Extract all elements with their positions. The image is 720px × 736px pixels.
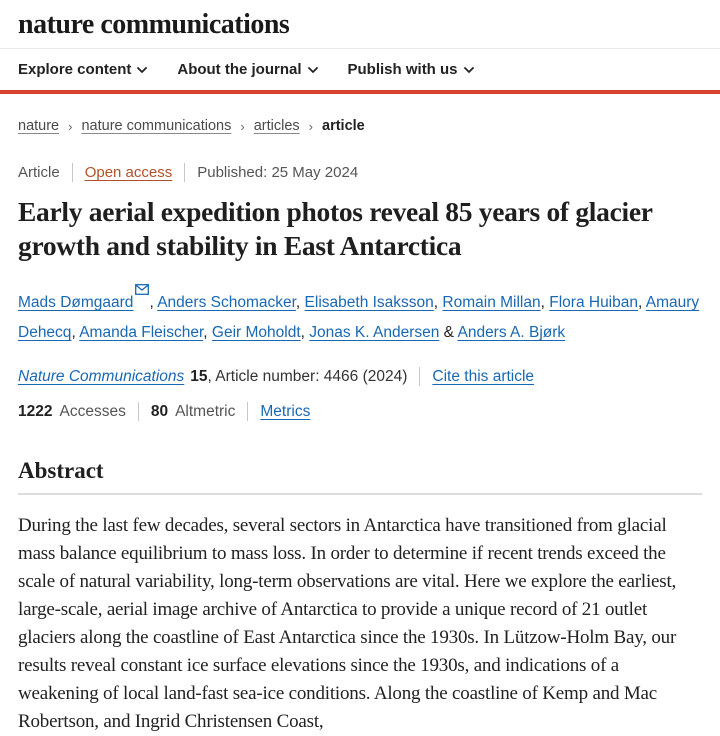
author-list [18,282,702,348]
divider [184,163,185,182]
author-separator: , [540,294,550,312]
metrics-link[interactable]: Metrics [260,402,311,420]
author-separator: , [295,294,305,312]
chevron-down-icon [464,65,474,75]
published-date: Published: 25 May 2024 [197,164,359,181]
chevron-down-icon [308,65,318,75]
article-meta-row [18,163,702,182]
chevron-right-icon: › [240,118,245,134]
abstract-section [18,458,702,736]
journal-logo[interactable]: nature communications [18,9,290,40]
logo-bar [0,0,720,49]
journal-citation-row [18,367,702,386]
chevron-down-icon [137,65,147,75]
open-access-link[interactable]: Open access [84,164,173,181]
author-separator: , [300,324,310,342]
article-number-text: , Article number: 4466 (2024) [207,367,408,385]
cite-this-article-link[interactable]: Cite this article [432,367,535,385]
author-separator: , [203,324,212,342]
altmetric-label: Altmetric [175,402,236,420]
divider [138,402,139,421]
author-separator: , [71,324,80,342]
abstract-text: During the last few decades, several sectors in Antarctica have transitioned from glacial mass balance equilibrium to mass loss. In order to determine if recent trends exceed the scale of natural variability, long-term observations are vital. Here we explore the earliest, large-scale, aerial image archive of Antarctica to provide a unique record of 21 outlet glaciers along the coastline of East Antarctica since the 1930s. In Lützow-Holm Bay, our results reveal constant ice surface elevations since the 1930s, and indications of a weakening of local land-fast sea-ice conditions. Along the coastline of Kemp and Mac Robertson, and Ingrid Christensen Coast, [18,515,677,733]
author-ampersand: & [439,324,458,342]
journal-volume: 15 [190,367,208,385]
nav-explore-content[interactable] [18,61,147,78]
nav-about-label: About the journal [177,61,302,78]
author-separator: , [433,294,443,312]
nav-publish-label: Publish with us [347,61,458,78]
author-link[interactable]: Amanda Fleischer [79,324,204,342]
site-header [0,0,720,94]
accesses-label: Accesses [59,402,126,420]
nav-publish-with-us[interactable] [348,61,474,78]
primary-nav [0,49,720,94]
chevron-right-icon: › [68,118,73,134]
author-link[interactable]: Romain Millan [442,294,541,312]
abstract-heading: Abstract [18,458,104,484]
section-divider [18,493,702,495]
author-link[interactable]: Mads Dømgaard [18,294,134,312]
article-page [0,118,720,736]
author-link[interactable]: Jonas K. Andersen [309,324,440,342]
author-link[interactable]: Geir Moholdt [211,324,301,342]
chevron-right-icon: › [308,118,314,134]
nav-explore-label: Explore content [18,61,132,78]
breadcrumb [18,118,702,134]
author-link[interactable]: Flora Huiban [549,294,638,312]
author-link[interactable]: Anders A. Bjørk [457,324,566,342]
divider [247,402,248,421]
altmetric-count: 80 [150,402,169,420]
breadcrumb-current-article: article [322,118,365,134]
breadcrumb-link-articles[interactable]: articles [253,118,300,134]
divider [419,367,420,386]
author-link[interactable]: Amaury Dehecq [18,294,700,342]
journal-link[interactable]: Nature Communications [18,367,185,385]
author-link[interactable]: Anders Schomacker [157,294,296,312]
nav-about-journal[interactable] [177,61,317,78]
author-separator: , [638,294,646,312]
author-separator: , [149,294,158,312]
breadcrumb-link-nature[interactable]: nature [18,118,60,134]
content-type-label: Article [18,164,60,181]
article-title: Early aerial expedition photos reveal 85 years of glacier growth and stability in East Antarctica [18,196,653,261]
author-link[interactable]: Elisabeth Isaksson [304,294,434,312]
metrics-row [18,402,702,421]
divider [72,163,73,182]
email-icon[interactable] [135,289,149,304]
accesses-count: 1222 [18,402,53,420]
breadcrumb-link-nature-communications[interactable]: nature communications [81,118,232,134]
